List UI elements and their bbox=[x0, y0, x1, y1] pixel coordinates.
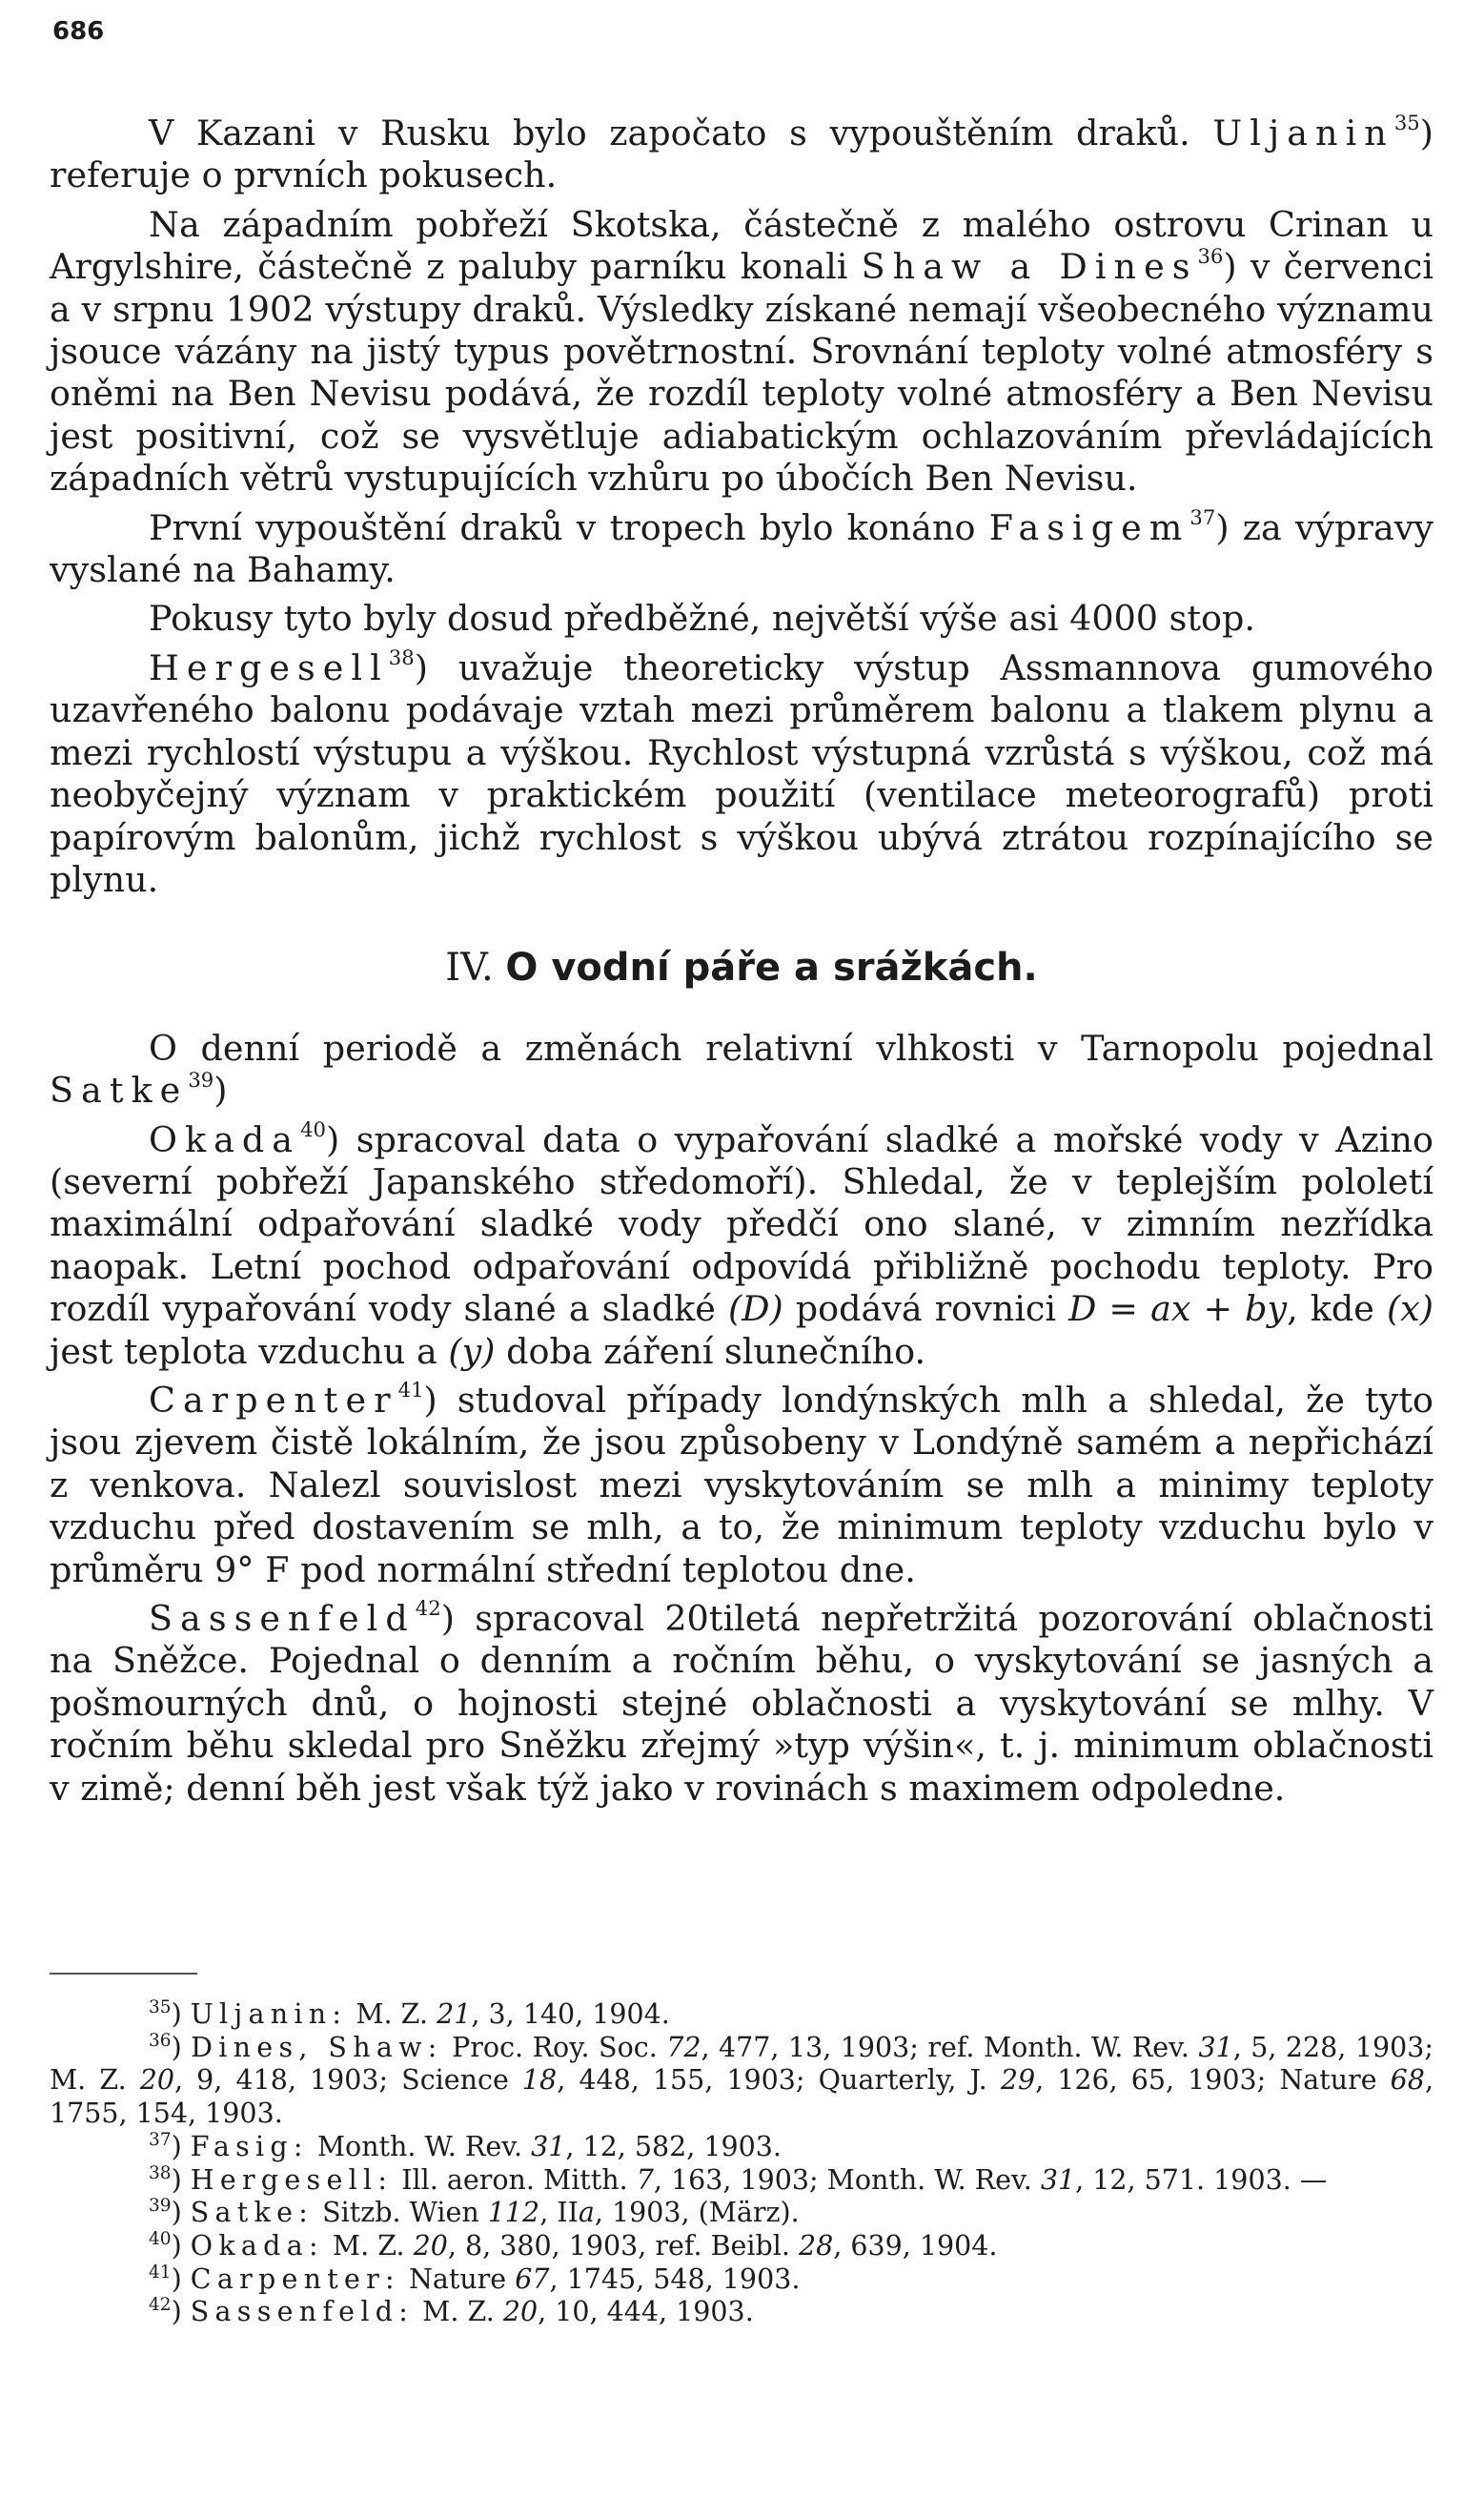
paragraph-pokusy: Pokusy tyto byly dosud předběžné, největší výše asi 4000 stop. bbox=[149, 598, 1255, 640]
variable-d: (D) bbox=[727, 1288, 783, 1330]
paragraph-sassenfeld: Sassenfeld$^{42}$) spracoval 20tiletá nepřetržitá pozorování oblačnosti na Sněžce. Pojednal o denním a ročním běhu, o vyskytování se jasných a pošmourných dnů, o hojnosti stejné oblačnosti a vyskytování se mlhy. V ročním běhu skledal pro Sněžku zřejmý »typ výšin«, t. j. minimum oblačnosti v zimě; denní běh jest však týž jako v rovinách s maximem odpoledne. bbox=[50, 1596, 1433, 1809]
paragraph-fasig: První vypouštění draků v tropech bylo konáno Fasigem$^{37}$) za výpravy vyslané na Bahamy. bbox=[50, 504, 1433, 591]
footnote-ref: 41 bbox=[397, 1378, 424, 1402]
variable-x: (x) bbox=[1386, 1288, 1434, 1330]
paragraph-hergesell: Hergesell$^{38}$) uvažuje theoreticky výstup Assmannova gumového uzavřeného balonu podávaje vztah mezi průměrem balonu a tlakem plynu a mezi rychlostí výstupu a výškou. Rychlost výstupná vzrůstá s výškou, což má neobyčejný význam v praktickém použití (ventilace meteorografů) proti papírovým balonům, jichž rychlost s výškou ubývá ztrátou rozpínajícího se plynu. bbox=[50, 645, 1433, 900]
footnote-42: $^{42}$) Sassenfeld: M. Z. 20, 10, 444, 1903. bbox=[149, 2295, 754, 2328]
footnote-ref: 40 bbox=[300, 1116, 326, 1141]
author-name: Okada bbox=[149, 1118, 301, 1160]
equation: D = ax + by bbox=[1068, 1288, 1288, 1330]
section-heading bbox=[50, 947, 1433, 989]
section-numeral: IV. bbox=[445, 946, 494, 991]
footnote-35: $^{35}$) Uljanin: M. Z. 21, 3, 140, 1904. bbox=[149, 1996, 670, 2030]
paragraph-okada: Okada$^{40}$) spracoval data o vypařování sladké a mořské vody v Azino (severní pobřeží Japanského středomoří). Shledal, že v teplejším pololetí maximální odpařování sladké vody předčí ono slané, v zimním nezřídka naopak. Letní pochod odpařování odpovídá přibližně pochodu teploty. Pro rozdíl vypařování vody slané a sladké (D) podává rovnici D = ax + by, kde (x) jest teplota vzduchu a (y) doba záření slunečního. bbox=[50, 1116, 1434, 1372]
footnote-39: $^{39}$) Satke: Sitzb. Wien 112, IIa, 1903, (März). bbox=[149, 2196, 800, 2229]
paragraph-shaw-dines: Na západním pobřeží Skotska, částečně z malého ostrovu Crinan u Argylshire, částečně z paluby parníku konali Shaw a Dines$^{36}$) v červenci a v srpnu 1902 výstupy draků. Výsledky získané nemají všeobecného významu jsouce vázány na jistý typus povětrnostní. Srovnání teploty volné atmosféry s oněmi na Ben Nevisu podává, že rozdíl teploty volné atmosféry a Ben Nevisu jest positivní, což se vysvětluje adiabatickým ochlazováním převládajících západních větrů vystupujících vzhůru po úbočích Ben Nevisu. bbox=[50, 203, 1433, 500]
footnote-ref: 39 bbox=[188, 1068, 214, 1093]
footnote-40: $^{40}$) Okada: M. Z. 20, 8, 380, 1903, ref. Beibl. 28, 639, 1904. bbox=[149, 2228, 998, 2262]
paragraph-uljanin: V Kazani v Rusku bylo započato s vypouštěním draků. Uljanin$^{35}$) referuje o prvních pokusech. bbox=[50, 111, 1433, 196]
footnotes bbox=[50, 1998, 1433, 2329]
author-name: Uljanin bbox=[1212, 113, 1394, 154]
author-name: Shaw a Dines bbox=[861, 246, 1198, 288]
section-title: O vodní páře a srážkách. bbox=[505, 946, 1038, 991]
footnote-ref: 42 bbox=[415, 1596, 441, 1621]
footnote-ref: 35 bbox=[1393, 111, 1420, 135]
footnote-36: $^{36}$) Dines, Shaw: Proc. Roy. Soc. 72, 477, 13, 1903; ref. Month. W. Rev. 31, 5, 228, 1903; M. Z. 20, 9, 418, 1903; Science 18, 448, 155, 1903; Quarterly, J. 29, 126, 65, 1903; Nature 68, 1755, 154, 1903. bbox=[50, 2030, 1433, 2130]
footnote-37: $^{37}$) Fasig: Month. W. Rev. 31, 12, 582, 1903. bbox=[149, 2129, 782, 2162]
author-name: Fasigem bbox=[988, 506, 1190, 548]
author-name: Hergesell bbox=[149, 646, 389, 688]
footnote-ref: 38 bbox=[388, 645, 415, 669]
page-number: 686 bbox=[52, 17, 105, 46]
footnote-ref: 37 bbox=[1189, 504, 1216, 529]
paragraph-carpenter: Carpenter$^{41}$) studoval případy londýnských mlh a shledal, že tyto jsou zjevem čistě lokálním, že jsou způsobeny v Londýně samém a nepřichází z venkova. Nalezl souvislost mezi vyskytováním se mlh a minimy teploty vzduchu před dostavením se mlh, a to, že minimum teploty vzduchu bylo v průměru 9° F pod normální střední teplotou dne. bbox=[50, 1378, 1433, 1590]
author-name: Sassenfeld bbox=[149, 1598, 416, 1639]
footnote-38: $^{38}$) Hergesell: Ill. aeron. Mitth. 7, 163, 1903; Month. W. Rev. 31, 12, 571. 1903. — bbox=[149, 2162, 1328, 2196]
main-text bbox=[50, 113, 1433, 1816]
paragraph-satke: O denní periodě a změnách relativní vlhkosti v Tarnopolu pojednal Satke$^{39}$) bbox=[50, 1027, 1433, 1112]
footnote-divider bbox=[50, 1973, 197, 1975]
footnote-ref: 36 bbox=[1197, 244, 1224, 269]
author-name: Carpenter bbox=[149, 1379, 398, 1421]
author-name: Satke bbox=[50, 1070, 189, 1112]
variable-y: (y) bbox=[448, 1330, 496, 1372]
footnote-41: $^{41}$) Carpenter: Nature 67, 1745, 548, 1903. bbox=[149, 2262, 801, 2295]
